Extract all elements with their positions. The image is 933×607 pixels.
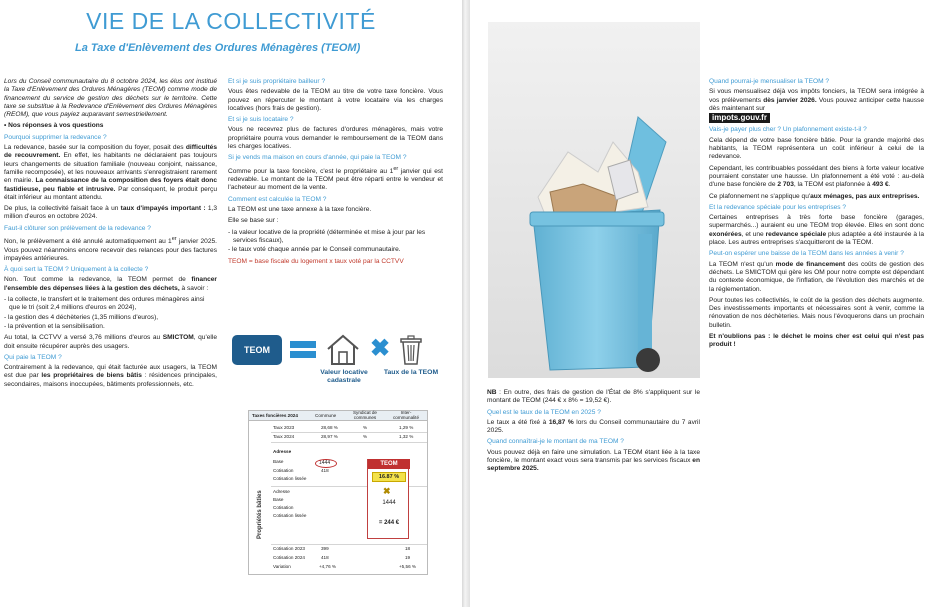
table-cell: 418 xyxy=(321,555,329,560)
formula-label-value: Valeur locative cadastrale xyxy=(320,369,368,384)
answer-calculation-1: La TEOM est une taxe annexe à la taxe foncière. xyxy=(228,206,372,214)
page-fold xyxy=(462,0,470,607)
question-why-remove: Pourquoi supprimer la redevance ? xyxy=(4,133,107,141)
row-label: Adresse xyxy=(273,449,292,454)
answer-pay-more-2: Cependant, les contribuables possédant des biens à forte valeur locative pourraient constater une hausse. Un plafonnement a été voté : au-delà d'une base foncière de 2 703, la TEOM est plafonnée à 493 €. xyxy=(709,164,924,189)
answer-teom-total: Au total, la CCTVV a versé 3,76 millions d'euros au SMICTOM, qu'elle doit ensuite récupérer auprès des usagers. xyxy=(4,334,217,350)
multiply-icon: ✖ xyxy=(383,486,391,496)
right-column-2 xyxy=(709,78,924,353)
answer-sell-house: Comme pour la taxe foncière, c'est le propriétaire au 1er janvier qui est redevable. Le montant de la TEOM peut être réparti entre le vendeur et l'acheteur au moment de la vente. xyxy=(228,165,443,192)
teom-tag-title: TEOM xyxy=(368,459,410,469)
row-label: Cotisation lissée xyxy=(273,513,307,518)
answer-businesses: Certaines entreprises à très forte base foncière (garages, supermarchés...) auraient eu une TEOM trop élevée. Elles en sont donc exonérées, et une redevance spéciale plus adaptée a été instaurée à la place. Les autres entreprises s'acquitteront de la TEOM. xyxy=(709,214,925,247)
closing-statement: Et n'oublions pas : le déchet le moins cher est celui qui n'est pas produit ! xyxy=(709,333,924,349)
answer-pay-more-1: Cela dépend de votre base foncière bâtie. Pour la grande majorité des habitants, la TEOM représentera un coût inférieur à celui de la redevance. xyxy=(709,136,924,161)
table-cell: 28,97 % xyxy=(321,434,338,439)
table-cell: +4,76 % xyxy=(319,564,336,569)
answer-who-pays: Contrairement à la redevance, qui était facturée aux usagers, la TEOM est due par les propriétaires de biens bâtis : résidences principales, secondaires, maisons inoccupées, bâtiments professionnels, etc. xyxy=(4,364,217,388)
equals-icon xyxy=(290,339,316,359)
teom-calculation-tag xyxy=(367,459,409,539)
row-label: Cotisation xyxy=(273,468,294,473)
calculation-formula-text: TEOM = base fiscale du logement x taux voté par la CCTVV xyxy=(228,257,404,265)
column-header: Commune xyxy=(315,413,337,418)
question-businesses: Et la redevance spéciale pour les entreprises ? xyxy=(709,203,847,211)
row-label: Cotisation 2023 xyxy=(273,546,305,551)
row-label: Cotisation lissée xyxy=(273,476,307,481)
question-future-decrease: Peut-on espérer une baisse de la TEOM dans les années à venir ? xyxy=(709,250,904,258)
left-page xyxy=(0,0,462,607)
house-icon xyxy=(325,333,361,367)
teom-base: 1444 xyxy=(382,500,396,506)
column-header: Inter-communalité xyxy=(392,410,420,420)
question-calculation: Comment est calculée la TEOM ? xyxy=(228,195,327,203)
list-item: - la gestion des 4 déchèteries (1,35 millions d'euros), xyxy=(4,313,159,321)
answer-why-remove-2: De plus, la collectivité faisait face à un taux d'impayés important : 1,3 million d'euros en octobre 2024. xyxy=(4,205,218,221)
answers-title: • Nos réponses à vos questions xyxy=(4,122,104,130)
row-label: Base xyxy=(273,459,284,464)
question-monthly: Quand pourrai-je mensualiser la TEOM ? xyxy=(709,78,830,85)
calculation-list xyxy=(228,229,443,255)
row-label: Adresse xyxy=(273,489,290,494)
trash-bin-photo xyxy=(488,22,700,378)
list-item: - la collecte, le transfert et le traitement des ordures ménagères ainsi que le tri (soit 2,4 millions d'euros en 2024), xyxy=(4,296,205,312)
row-label: Base xyxy=(273,497,284,502)
page-title: VIE DE LA COLLECTIVITÉ xyxy=(86,8,376,34)
answer-when-amount: Vous pouvez déjà en faire une simulation. La TEOM étant liée à la taxe foncière, le montant exact vous sera transmis par les services fiscaux en septembre 2025. xyxy=(487,448,700,473)
impots-link[interactable]: impots.gouv.fr xyxy=(709,113,770,123)
question-rate-2025: Quel est le taux de la TEOM en 2025 ? xyxy=(487,408,601,416)
answer-landlord: Vous êtes redevable de la TEOM au titre de votre taxe foncière. Vous pouvez en répercuter le montant à votre locataire via les charges locatives (hors frais de gestion). xyxy=(228,88,443,112)
table-cell: 399 xyxy=(321,546,329,551)
answer-teom-use: Non. Tout comme la redevance, la TEOM permet de financer l'ensemble des dépenses liées à la gestion des déchets, à savoir : xyxy=(4,276,217,292)
question-when-amount: Quand connaîtrai-je le montant de ma TEOM ? xyxy=(487,438,624,446)
question-sell-house: Si je vends ma maison en cours d'année, qui paie la TEOM ? xyxy=(228,154,407,162)
teom-box: TEOM xyxy=(232,335,282,365)
answer-pay-more-3: Ce plafonnement ne s'applique qu'aux ménages, pas aux entreprises. xyxy=(709,192,920,200)
question-teom-use: À quoi sert la TEOM ? Uniquement à la collecte ? xyxy=(4,266,149,274)
teom-rate: 16.87 % xyxy=(372,472,406,482)
svg-text:Propriétés bâties: Propriétés bâties xyxy=(257,490,263,539)
answer-future-decrease-1: La TEOM n'est qu'un mode de financement des coûts de gestion des déchets. Le SMICTOM qui gère les OM pour notre compte est dépendant du contexte économique, de l'inflation, de l'évolution des marchés et de la réglementation. xyxy=(709,260,924,293)
article-subtitle: La Taxe d'Enlèvement des Ordures Ménagères (TEOM) xyxy=(75,42,361,54)
answer-future-decrease-2: Pour toutes les collectivités, le coût de la gestion des déchets augmente. Des investissements importants et nécessaires sont à venir, comme la rénovation de nos déchèteries. Mais nous l'évoquerons dans un prochain bulletin. xyxy=(709,296,924,329)
table-cell: +5,56 % xyxy=(399,564,416,569)
answer-tenant: Vous ne recevrez plus de factures d'ordures ménagères, mais votre propriétaire pourra vous demander le remboursement de la TEOM dans les charges locatives. xyxy=(228,126,443,151)
table-cell: 418 xyxy=(321,468,329,473)
answer-rate-2025: Le taux a été fixé à 16,87 % lors du Conseil communautaire du 7 avril 2025. xyxy=(487,418,700,435)
column-header: Syndicat de communes xyxy=(352,410,377,420)
table-title: Taxes foncières 2024 xyxy=(252,413,298,418)
question-pay-more: Vais-je payer plus cher ? Un plafonnement existe-t-il ? xyxy=(709,126,867,134)
question-tenant: Et si je suis locataire ? xyxy=(228,116,294,124)
table-cell: 28,68 % xyxy=(321,425,338,430)
answer-calculation-2: Elle se base sur : xyxy=(228,217,279,225)
list-item: - la prévention et la sensibilisation. xyxy=(4,322,105,330)
table-cell: % xyxy=(363,425,368,430)
row-label: Cotisation 2024 xyxy=(273,555,305,560)
teom-result: = 244 € xyxy=(378,520,400,526)
base-value: 1444 xyxy=(319,460,331,466)
table-cell: 18 xyxy=(405,546,411,551)
answer-close-debit: Non, le prélèvement a été annulé automatiquement au 1er janvier 2025. Vous pouvez néanmoins encore recevoir des relances pour des factures impayées antérieures. xyxy=(4,236,217,262)
table-cell: % xyxy=(363,434,368,439)
table-cell: 19 xyxy=(405,555,411,560)
teom-use-list xyxy=(4,296,217,331)
row-label: Taux 2024 xyxy=(273,434,295,439)
left-column-2 xyxy=(228,78,443,269)
nb-paragraph: NB : En outre, des frais de gestion de l'État de 8% s'appliquent sur le montant de TEOM (244 € x 8% = 19,52 €). xyxy=(487,389,700,405)
answer-why-remove-1: La redevance, basée sur la composition du foyer, posait des difficultés de recouvrement. En effet, les habitants ne déclaraient pas toujours leurs changements de situation familiale (nouveau conjoint, naissance, famille recomposée), et les nouveaux arrivants s'enregistraient rarement en mairie. La connaissance de la composition des foyers était donc fastidieuse, peu fiable et intrusive. Par conséquent, le produit perçu était inférieur au montant attendu. xyxy=(4,144,218,201)
answer-monthly: Si vous mensualisez déjà vos impôts fonciers, la TEOM sera intégrée à vos prélèvements dès janvier 2026. Vous pouvez anticiper cette hausse dès maintenant sur impots.gouv.fr xyxy=(709,88,924,123)
right-column-1 xyxy=(487,389,700,477)
formula-label-rate: Taux de la TEOM xyxy=(383,369,439,376)
teom-formula-graphic xyxy=(230,333,445,403)
list-item: - la valeur locative de la propriété (déterminée et mise à jour par les services fiscaux), xyxy=(228,228,426,244)
list-item: - le taux voté chaque année par le Conseil communautaire. xyxy=(228,246,401,254)
row-label: Cotisation xyxy=(273,505,294,510)
trash-bin-icon xyxy=(398,334,424,366)
side-label xyxy=(250,461,266,541)
question-landlord: Et si je suis propriétaire bailleur ? xyxy=(228,78,326,85)
question-close-debit: Faut-il clôturer son prélèvement de la redevance ? xyxy=(4,224,151,232)
multiply-icon: ✖ xyxy=(370,335,391,362)
question-who-pays: Qui paie la TEOM ? xyxy=(4,353,62,361)
tax-notice-table xyxy=(248,410,428,575)
highlight-oval xyxy=(315,459,337,468)
left-column-1 xyxy=(4,78,217,392)
table-cell: 1,32 % xyxy=(399,434,414,439)
table-cell: 1,29 % xyxy=(399,425,414,430)
intro-paragraph: Lors du Conseil communautaire du 8 octobre 2024, les élus ont institué la Taxe d'Enlèvement des Ordures Ménagères (TEOM) comme mode de financement du service de gestion des déchets sur le territoire. Cette taxe se substitue à la Redevance d'Enlèvement des Ordures Ménagères (REOM), que vous payiez auparavant semestriellement. xyxy=(4,78,217,119)
row-label: Variation xyxy=(273,564,291,569)
row-label: Taux 2023 xyxy=(273,425,295,430)
